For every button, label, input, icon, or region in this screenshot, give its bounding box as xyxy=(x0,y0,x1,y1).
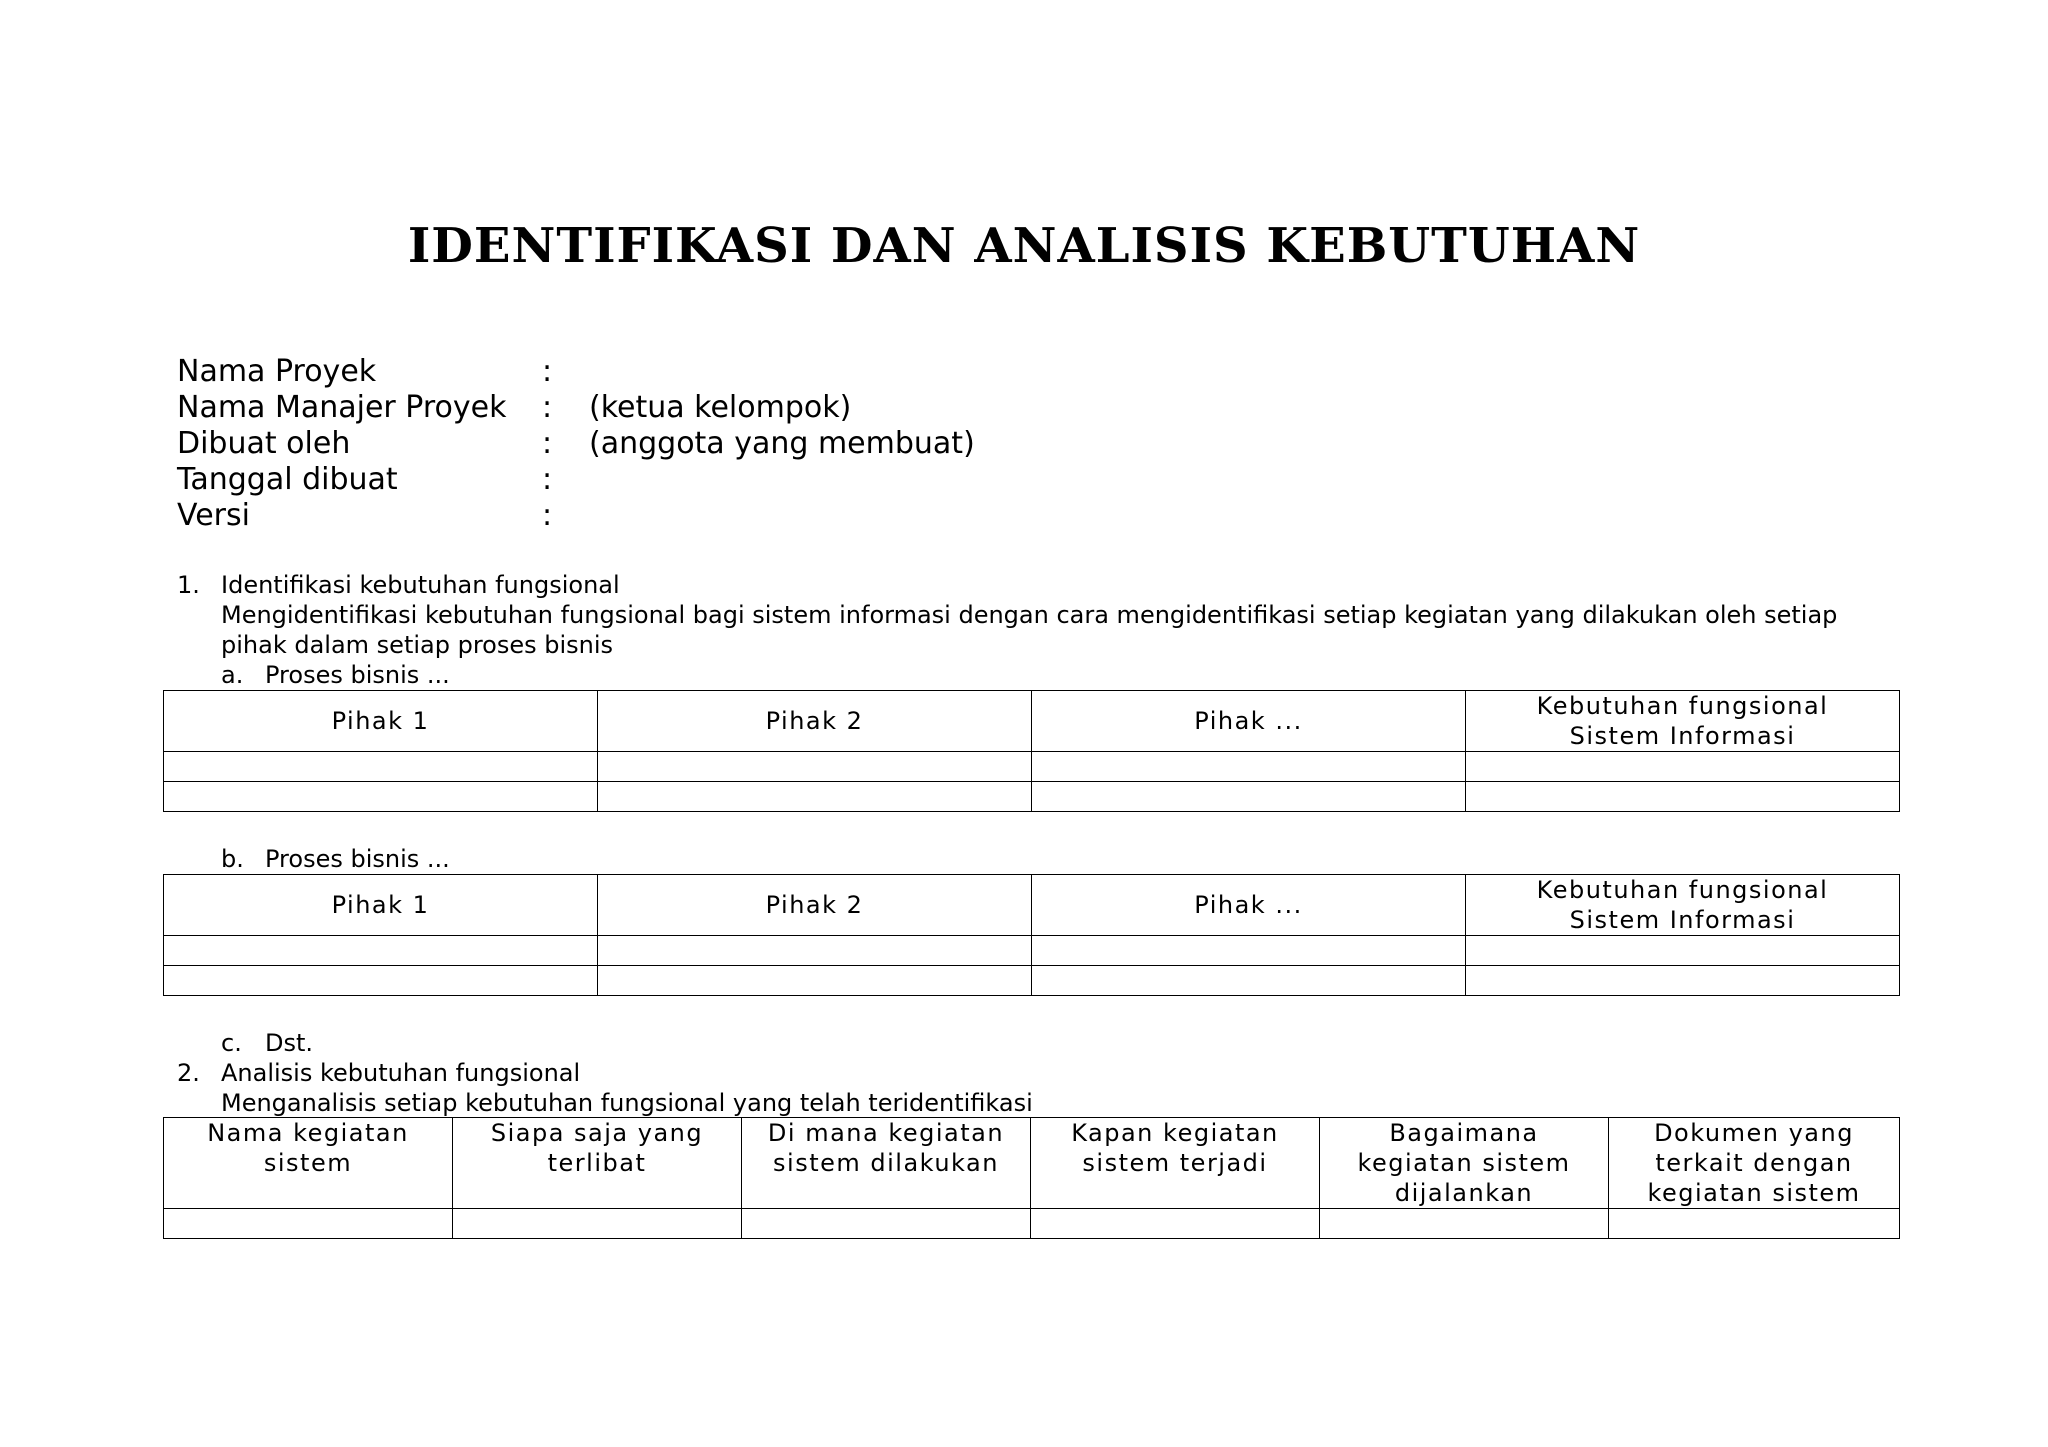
section1-number: 1. xyxy=(177,571,200,599)
header-line: Kebutuhan fungsional xyxy=(1536,876,1829,904)
document-title: IDENTIFIKASI DAN ANALISIS KEBUTUHAN xyxy=(407,218,1641,274)
table-process-a xyxy=(163,690,1900,812)
table-header-row xyxy=(164,875,1900,936)
header-line: terlibat xyxy=(547,1149,647,1177)
subsection-b-label: Proses bisnis ... xyxy=(265,845,450,873)
subsection-c-marker: c. xyxy=(221,1029,242,1057)
table-row xyxy=(164,782,1900,812)
header-line: sistem dilakukan xyxy=(773,1149,999,1177)
table-cell[interactable] xyxy=(1032,752,1466,782)
header-line: Sistem Informasi xyxy=(1569,906,1796,934)
header-nama-kegiatan xyxy=(164,1118,453,1209)
table-cell[interactable] xyxy=(1466,966,1900,996)
meta-value[interactable]: (ketua kelompok) xyxy=(589,390,852,425)
table-cell[interactable] xyxy=(742,1209,1031,1239)
table-cell[interactable] xyxy=(164,782,598,812)
table-cell[interactable] xyxy=(1466,752,1900,782)
header-line: Bagaimana xyxy=(1389,1119,1539,1147)
subsection-a-marker: a. xyxy=(221,661,244,689)
subsection-c-label: Dst. xyxy=(265,1029,314,1057)
table-cell[interactable] xyxy=(598,966,1032,996)
header-line: sistem xyxy=(263,1149,353,1177)
table-cell[interactable] xyxy=(1466,782,1900,812)
table-header-row xyxy=(164,1118,1900,1209)
table-cell[interactable] xyxy=(1032,966,1466,996)
header-line: terkait dengan xyxy=(1655,1149,1853,1177)
header-line: Sistem Informasi xyxy=(1569,722,1796,750)
table-cell[interactable] xyxy=(598,936,1032,966)
header-siapa-terlibat xyxy=(453,1118,742,1209)
section1-heading: Identifikasi kebutuhan fungsional xyxy=(221,571,620,599)
table-cell[interactable] xyxy=(164,752,598,782)
table-cell[interactable] xyxy=(598,782,1032,812)
table-row xyxy=(164,936,1900,966)
header-line: Di mana kegiatan xyxy=(767,1119,1005,1147)
meta-colon: : xyxy=(542,390,553,425)
header-dokumen xyxy=(1609,1118,1900,1209)
table-cell[interactable] xyxy=(1609,1209,1900,1239)
table-cell[interactable] xyxy=(164,966,598,996)
header-line: kegiatan sistem xyxy=(1647,1179,1861,1207)
table-cell[interactable] xyxy=(1031,1209,1320,1239)
meta-colon: : xyxy=(542,498,553,533)
table-analysis xyxy=(163,1117,1900,1239)
section2-description: Menganalisis setiap kebutuhan fungsional yang telah teridentifikasi xyxy=(221,1089,1033,1117)
meta-label: Versi xyxy=(177,498,250,533)
header-line: kegiatan sistem xyxy=(1357,1149,1571,1177)
table-cell[interactable] xyxy=(1466,936,1900,966)
header-line: Kebutuhan fungsional xyxy=(1536,692,1829,720)
table-process-b xyxy=(163,874,1900,996)
section1-description-line2: pihak dalam setiap proses bisnis xyxy=(221,631,614,659)
section1-description-line1: Mengidentifikasi kebutuhan fungsional bagi sistem informasi dengan cara mengidentifikasi setiap kegiatan yang dilakukan oleh setiap xyxy=(221,601,1838,629)
table-header-row xyxy=(164,691,1900,752)
header-pihak-etc: Pihak ... xyxy=(1032,691,1466,752)
meta-colon: : xyxy=(542,354,553,389)
meta-label: Nama Proyek xyxy=(177,354,377,389)
table-cell[interactable] xyxy=(164,936,598,966)
table-cell[interactable] xyxy=(1032,782,1466,812)
section2-number: 2. xyxy=(177,1059,200,1087)
table-cell[interactable] xyxy=(1032,936,1466,966)
header-kebutuhan-fungsional xyxy=(1466,875,1900,936)
meta-colon: : xyxy=(542,426,553,461)
header-line: sistem terjadi xyxy=(1082,1149,1268,1177)
table-row xyxy=(164,966,1900,996)
meta-value[interactable]: (anggota yang membuat) xyxy=(589,426,975,461)
meta-label: Nama Manajer Proyek xyxy=(177,390,507,425)
table-cell[interactable] xyxy=(1320,1209,1609,1239)
table-row xyxy=(164,1209,1900,1239)
header-kebutuhan-fungsional xyxy=(1466,691,1900,752)
header-kapan xyxy=(1031,1118,1320,1209)
header-line: Dokumen yang xyxy=(1654,1119,1854,1147)
header-pihak-1: Pihak 1 xyxy=(164,691,598,752)
header-line: Siapa saja yang xyxy=(490,1119,704,1147)
subsection-a-label: Proses bisnis ... xyxy=(265,661,450,689)
header-pihak-etc: Pihak ... xyxy=(1032,875,1466,936)
meta-colon: : xyxy=(542,462,553,497)
header-pihak-2: Pihak 2 xyxy=(598,875,1032,936)
subsection-b-marker: b. xyxy=(221,845,244,873)
header-line: Kapan kegiatan xyxy=(1071,1119,1279,1147)
table-cell[interactable] xyxy=(598,752,1032,782)
header-bagaimana xyxy=(1320,1118,1609,1209)
header-line: dijalankan xyxy=(1394,1179,1534,1207)
header-line: Nama kegiatan xyxy=(207,1119,409,1147)
header-pihak-2: Pihak 2 xyxy=(598,691,1032,752)
table-cell[interactable] xyxy=(164,1209,453,1239)
header-di-mana xyxy=(742,1118,1031,1209)
table-row xyxy=(164,752,1900,782)
meta-label: Dibuat oleh xyxy=(177,426,351,461)
header-pihak-1: Pihak 1 xyxy=(164,875,598,936)
table-cell[interactable] xyxy=(453,1209,742,1239)
section2-heading: Analisis kebutuhan fungsional xyxy=(221,1059,581,1087)
meta-label: Tanggal dibuat xyxy=(177,462,398,497)
